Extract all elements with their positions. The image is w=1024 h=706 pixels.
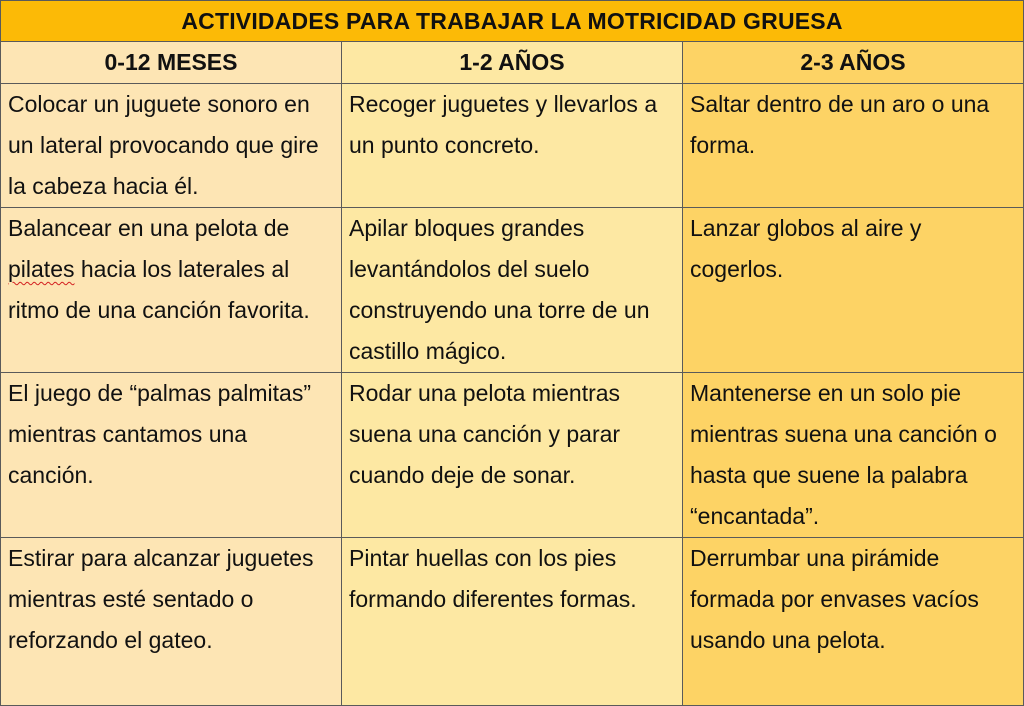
- cell-1-2-years: Pintar huellas con los pies formando diferentes formas.: [342, 538, 683, 706]
- cell-1-2-years: Rodar una pelota mientras suena una canción y parar cuando deje de sonar.: [342, 373, 683, 538]
- cell-1-2-years: Apilar bloques grandes levantándolos del suelo construyendo una torre de un castillo mágico.: [342, 208, 683, 373]
- cell-0-12-months: El juego de “palmas palmitas” mientras cantamos una canción.: [1, 373, 342, 538]
- cell-0-12-months: [1, 208, 342, 373]
- cell-0-12-months: Estirar para alcanzar juguetes mientras esté sentado o reforzando el gateo.: [1, 538, 342, 706]
- header-row: [1, 42, 1024, 84]
- cell-2-3-years: Lanzar globos al aire y cogerlos.: [683, 208, 1024, 373]
- table-row: [1, 208, 1024, 373]
- table-row: [1, 538, 1024, 706]
- cell-1-2-years: Recoger juguetes y llevarlos a un punto concreto.: [342, 84, 683, 208]
- title-row: [1, 1, 1024, 42]
- cell-2-3-years: Saltar dentro de un aro o una forma.: [683, 84, 1024, 208]
- cell-text: hacia los laterales al ritmo de una canción favorita.: [8, 256, 310, 323]
- table-row: [1, 84, 1024, 208]
- column-header-2-3-years: 2-3 AÑOS: [683, 42, 1024, 84]
- column-header-1-2-years: 1-2 AÑOS: [342, 42, 683, 84]
- cell-2-3-years: Mantenerse en un solo pie mientras suena una canción o hasta que suene la palabra “encantada”.: [683, 373, 1024, 538]
- table-title: ACTIVIDADES PARA TRABAJAR LA MOTRICIDAD GRUESA: [1, 1, 1024, 42]
- column-header-0-12-months: 0-12 MESES: [1, 42, 342, 84]
- cell-0-12-months: Colocar un juguete sonoro en un lateral provocando que gire la cabeza hacia él.: [1, 84, 342, 208]
- cell-text: Balancear en una pelota de: [8, 215, 290, 241]
- table-row: [1, 373, 1024, 538]
- cell-2-3-years: Derrumbar una pirámide formada por envases vacíos usando una pelota.: [683, 538, 1024, 706]
- spellcheck-marked-word: pilates: [8, 256, 75, 282]
